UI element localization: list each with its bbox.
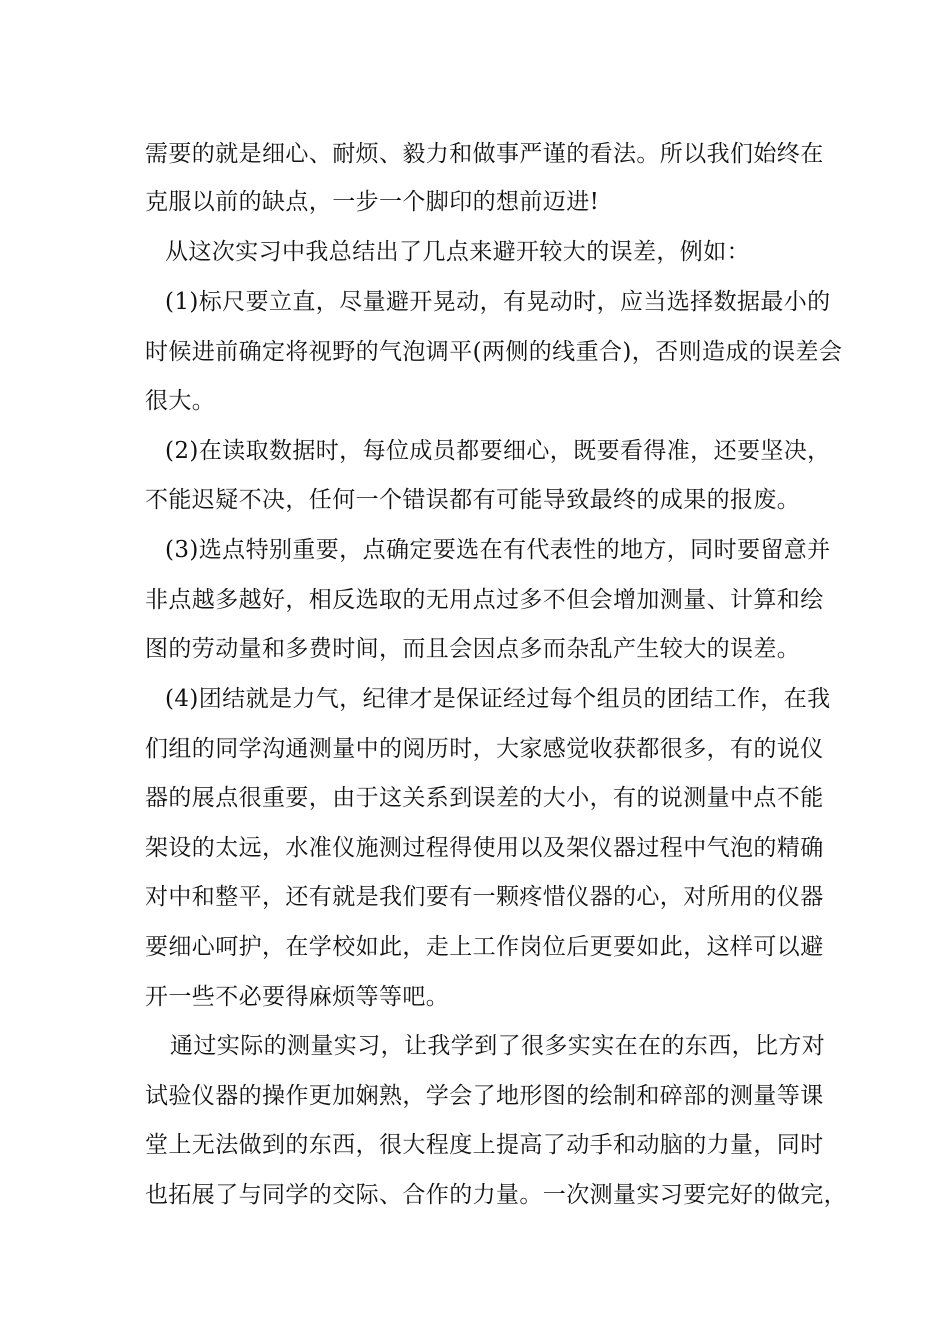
text-line: 需要的就是细心、耐烦、毅力和做事严谨的看法。所以我们始终在	[145, 141, 824, 167]
text-line: 时候进前确定将视野的气泡调平(两侧的线重合)，否则造成的误差会	[145, 339, 843, 365]
text-line: (3)选点特别重要，点确定要选在有代表性的地方，同时要留意并	[165, 537, 831, 563]
text-line: 架设的太远，水准仪施测过程得使用以及架仪器过程中气泡的精确	[145, 835, 824, 861]
text-line: (2)在读取数据时，每位成员都要细心，既要看得准，还要坚决，	[165, 438, 831, 464]
text-line: 堂上无法做到的东西，很大程度上提高了动手和动脑的力量，同时	[145, 1132, 824, 1158]
text-line: 克服以前的缺点，一步一个脚印的想前迈进!	[145, 189, 600, 215]
text-line: 器的展点很重要，由于这关系到误差的大小，有的说测量中点不能	[145, 785, 824, 811]
text-line: 不能迟疑不决，任何一个错误都有可能导致最终的成果的报废。	[145, 487, 801, 513]
text-line: 图的劳动量和多费时间，而且会因点多而杂乱产生较大的误差。	[145, 636, 801, 662]
text-line: 从这次实习中我总结出了几点来避开较大的误差，例如：	[165, 239, 750, 265]
text-line: 通过实际的测量实习，让我学到了很多实实在在的东西，比方对	[170, 1033, 826, 1059]
text-line: 对中和整平，还有就是我们要有一颗疼惜仪器的心，对所用的仪器	[145, 884, 824, 910]
text-line: 也拓展了与同学的交际、合作的力量。一次测量实习要完好的做完，	[145, 1182, 847, 1208]
text-line: 们组的同学沟通测量中的阅历时，大家感觉收获都很多，有的说仪	[145, 736, 824, 762]
text-line: (4)团结就是力气，纪律才是保证经过每个组员的团结工作，在我	[165, 686, 831, 712]
text-line: (1)标尺要立直，尽量避开晃动，有晃动时，应当选择数据最小的	[165, 289, 831, 315]
text-line: 要细心呵护，在学校如此，走上工作岗位后更要如此，这样可以避	[145, 934, 824, 960]
text-line: 非点越多越好，相反选取的无用点过多不但会增加测量、计算和绘	[145, 587, 824, 613]
text-line: 很大。	[145, 388, 216, 414]
text-line: 开一些不必要得麻烦等等吧。	[145, 984, 450, 1010]
text-line: 试验仪器的操作更加娴熟，学会了地形图的绘制和碎部的测量等课	[145, 1083, 824, 1109]
